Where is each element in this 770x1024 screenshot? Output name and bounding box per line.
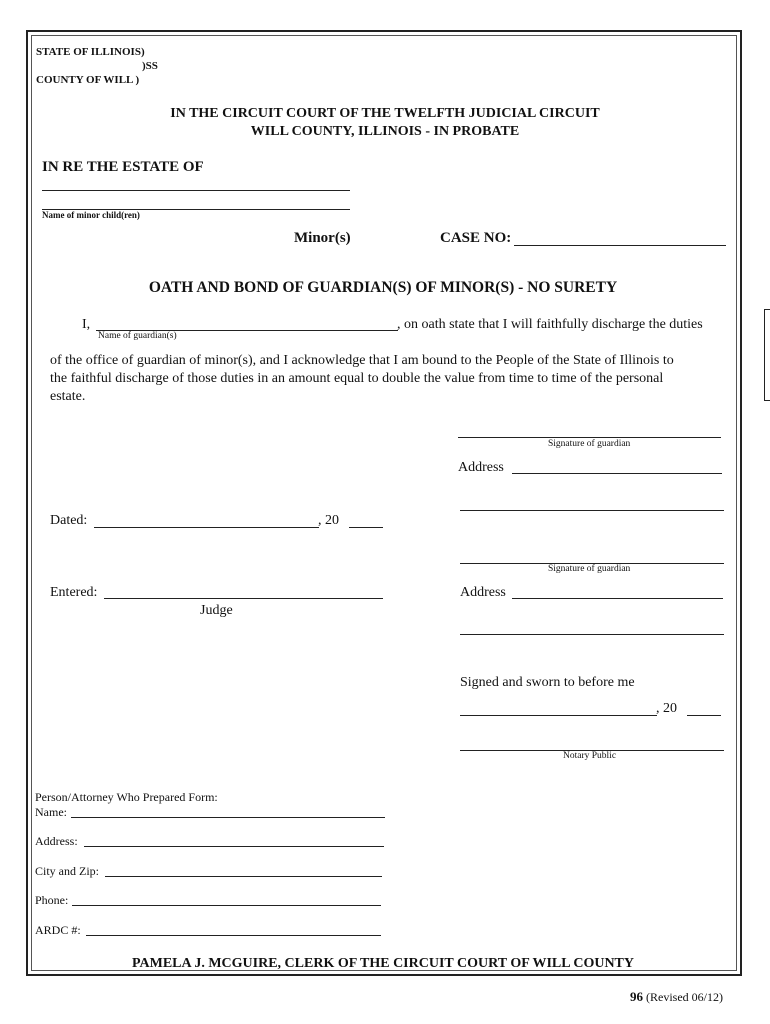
guardian-signature-1[interactable] <box>458 437 721 438</box>
dated-year-label: , 20 <box>318 513 339 528</box>
signature-caption-1: Signature of guardian <box>548 439 631 449</box>
address-label-1: Address <box>458 460 504 475</box>
form-number-value: 96 <box>630 989 643 1004</box>
form-number <box>630 989 723 1005</box>
minor-name-line-1[interactable] <box>42 190 350 191</box>
oath-line2: of the office of guardian of minor(s), and I acknowledge that I am bound to the People of the State of Illinois to <box>50 353 674 368</box>
address-label-2: Address <box>460 585 506 600</box>
dated-year-field[interactable] <box>349 527 383 528</box>
address-field-1b[interactable] <box>460 510 724 511</box>
address-field-2[interactable] <box>512 598 723 599</box>
entered-label: Entered: <box>50 585 98 600</box>
oath-line1-rest: , on oath state that I will faithfully discharge the duties <box>397 317 703 332</box>
preparer-ardc-label: ARDC #: <box>35 923 81 937</box>
preparer-name-label: Name: <box>35 805 67 819</box>
address-field-1[interactable] <box>512 473 722 474</box>
sworn-label: Signed and sworn to before me <box>460 675 635 690</box>
estate-label: IN RE THE ESTATE OF <box>42 159 204 175</box>
sworn-year-label: , 20 <box>656 701 677 716</box>
venue-ss: )SS <box>142 60 158 72</box>
side-bracket <box>764 309 770 401</box>
oath-line4: estate. <box>50 389 86 404</box>
judge-signature-field[interactable] <box>104 598 383 599</box>
preparer-city-field[interactable] <box>105 876 382 877</box>
guardian-name-caption: Name of guardian(s) <box>98 331 177 341</box>
form-title: OATH AND BOND OF GUARDIAN(S) OF MINOR(S) - NO SURETY <box>148 279 618 296</box>
court-title-line2: WILL COUNTY, ILLINOIS - IN PROBATE <box>250 124 520 139</box>
minor-label: Minor(s) <box>294 230 351 246</box>
sworn-date-field[interactable] <box>460 715 657 716</box>
oath-i: I, <box>82 317 91 332</box>
case-no-label: CASE NO: <box>440 230 512 246</box>
preparer-phone-field[interactable] <box>72 905 381 906</box>
preparer-city-label: City and Zip: <box>35 864 99 878</box>
revised-date: (Revised 06/12) <box>646 990 723 1004</box>
preparer-phone-label: Phone: <box>35 893 69 907</box>
address-field-2b[interactable] <box>460 634 724 635</box>
case-no-field[interactable] <box>514 245 726 246</box>
venue-county: COUNTY OF WILL ) <box>36 74 140 86</box>
sworn-year-field[interactable] <box>687 715 721 716</box>
preparer-address-field[interactable] <box>84 846 384 847</box>
clerk-line: PAMELA J. MCGUIRE, CLERK OF THE CIRCUIT COURT OF WILL COUNTY <box>131 956 635 971</box>
oath-line3: the faithful discharge of those duties in an amount equal to double the value from time to time of the personal <box>50 371 664 386</box>
venue-state: STATE OF ILLINOIS) <box>36 46 145 58</box>
dated-label: Dated: <box>50 513 88 528</box>
court-title-line1: IN THE CIRCUIT COURT OF THE TWELFTH JUDICIAL CIRCUIT <box>170 106 600 121</box>
preparer-ardc-field[interactable] <box>86 935 381 936</box>
signature-caption-2: Signature of guardian <box>548 564 631 574</box>
minor-name-caption: Name of minor child(ren) <box>42 210 140 220</box>
preparer-name-field[interactable] <box>71 817 385 818</box>
notary-caption: Notary Public <box>563 751 617 761</box>
preparer-address-label: Address: <box>35 834 78 848</box>
preparer-title: Person/Attorney Who Prepared Form: <box>35 790 218 804</box>
dated-field[interactable] <box>94 527 319 528</box>
judge-label: Judge <box>200 603 233 618</box>
